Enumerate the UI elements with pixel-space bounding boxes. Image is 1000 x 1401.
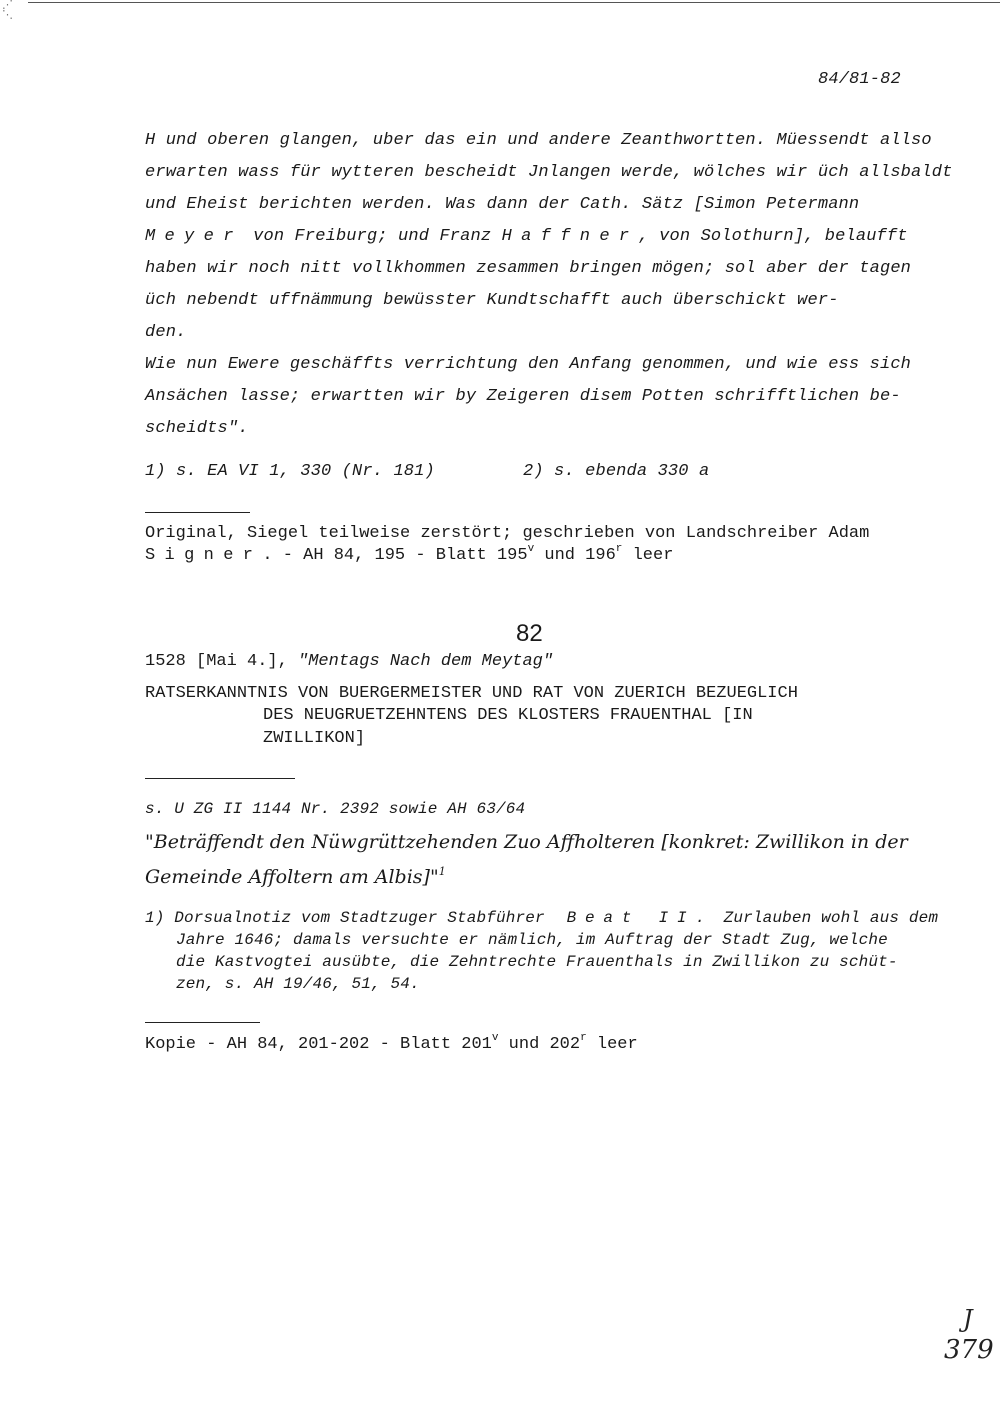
body-line-4 (145, 227, 908, 246)
footnote-2: 2) s. ebenda 330 a (523, 462, 710, 481)
scan-corner-mark: ⋰ ⋱ (2, 0, 13, 21)
quote-line-2 (145, 866, 446, 888)
body-line-7: den. (145, 323, 187, 342)
body-line-3: und Eheist berichten werden. Was dann der Cath. Sätz [Simon Petermann (145, 195, 860, 214)
name-beat: Beat II. (566, 909, 714, 927)
name-haffner: Haffner (501, 227, 639, 246)
source-and: und 196 (534, 546, 616, 565)
title-line-3: ZWILLIKON] (263, 729, 366, 748)
verso-mark-82: v (491, 1032, 499, 1044)
quote-line-1: "Beträffendt den Nüwgrüttzehenden Zuo Affholteren [konkret: Zwillikon in der (145, 831, 908, 853)
archive-mark: J (963, 1305, 973, 1333)
recto-mark: r (615, 543, 623, 555)
source-82 (145, 1032, 638, 1054)
verso-mark: v (527, 543, 535, 555)
date-text: 1528 [Mai 4.], (145, 652, 288, 671)
body-line-1: H und oberen glangen, uber das ein und andere Zeanthwortten. Müessendt allso (145, 131, 932, 150)
body-line-2: erwarten wass für wytteren bescheidt Jnlangen werde, wölches wir üch allsbaldt (145, 163, 953, 182)
body-line-9: Ansächen lasse; erwartten wir by Zeigeren disem Potten schrifftlichen be- (145, 387, 901, 406)
archive-page-number: 379 (944, 1335, 994, 1365)
source-82-and: und 202 (498, 1035, 581, 1054)
reference-line: s. U ZG II 1144 Nr. 2392 sowie AH 63/64 (145, 800, 526, 818)
footnote-82-line-4: zen, s. AH 19/46, 51, 54. (176, 975, 420, 993)
source-line-2 (145, 543, 674, 565)
footnote-marker: 1 (438, 865, 446, 878)
header-reference: 84/81-82 (818, 70, 901, 89)
document-date (145, 652, 553, 671)
source-82-leer: leer (586, 1035, 638, 1054)
separator-rule-2 (145, 778, 295, 779)
name-signer: Signer (145, 546, 263, 565)
separator-rule-3 (145, 1022, 260, 1023)
body-line-6: üch nebendt uffnämmung bewüsster Kundtschafft auch überschickt wer- (145, 291, 839, 310)
quote-text: Gemeinde Affoltern am Albis]" (145, 866, 439, 888)
recto-mark-82: r (580, 1032, 587, 1044)
source-leer: leer (622, 546, 674, 565)
document-number: 82 (516, 620, 543, 647)
footnote-82-line-1 (145, 909, 938, 927)
title-line-1: RATSERKANNTNIS VON BUERGERMEISTER UND RAT VON ZUERICH BEZUEGLICH (145, 684, 798, 703)
body-line-5: haben wir noch nitt vollkhommen zesammen bringen mögen; sol aber der tagen (145, 259, 912, 278)
footnote-1: 1) s. EA VI 1, 330 (Nr. 181) (145, 462, 435, 481)
footnote-82-line-3: die Kastvogtei ausübte, die Zehntrechte Frauenthals in Zwillikon zu schüt- (176, 953, 898, 971)
title-line-2: DES NEUGRUETZEHNTENS DES KLOSTERS FRAUENTHAL [IN (263, 706, 753, 725)
source-82-ref: Kopie - AH 84, 201-202 - Blatt 201 (145, 1035, 492, 1054)
body-line-4-text-a: von Freiburg; und Franz (253, 227, 492, 246)
source-line-1: Original, Siegel teilweise zerstört; geschrieben von Landschreiber Adam (145, 524, 870, 543)
body-line-4-text-b: , von Solothurn], belaufft (638, 227, 908, 246)
name-meyer: Meyer (145, 227, 243, 246)
body-line-8: Wie nun Ewere geschäffts verrichtung den Anfang genommen, und wie ess sich (145, 355, 912, 374)
footnote-82-text-b: Zurlauben wohl aus dem (723, 909, 939, 927)
scan-edge (28, 2, 1000, 3)
source-archive-ref: . - AH 84, 195 - Blatt 195 (262, 546, 528, 565)
footnote-82-text-a: 1) Dorsualnotiz vom Stadtzuger Stabführer (145, 909, 545, 927)
body-line-10: scheidts". (145, 419, 249, 438)
separator-rule (145, 512, 250, 513)
footnote-82-line-2: Jahre 1646; damals versuchte er nämlich, im Auftrag der Stadt Zug, welche (176, 931, 888, 949)
date-quote: "Mentags Nach dem Meytag" (298, 652, 554, 671)
